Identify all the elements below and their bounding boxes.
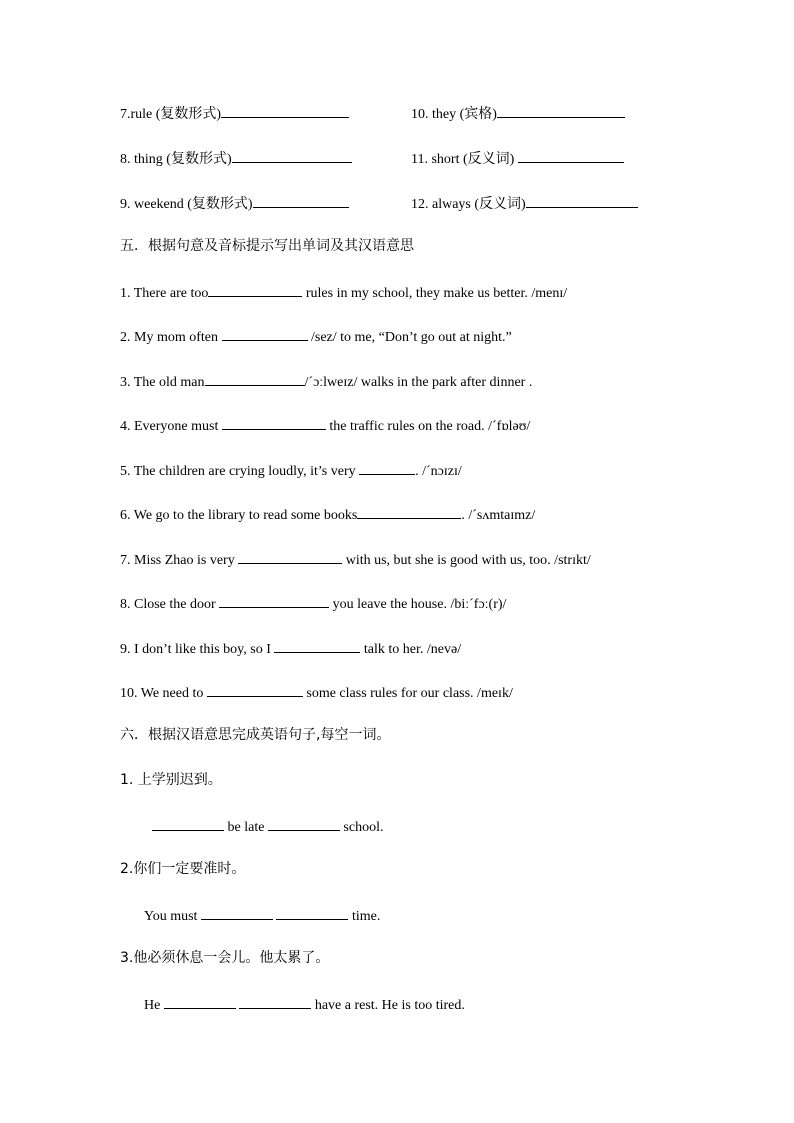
- sentence-item: 8. Close the door you leave the house. /biːˊfɔː(r)/: [120, 593, 506, 614]
- answer-blank[interactable]: [276, 905, 348, 920]
- answer-blank[interactable]: [359, 460, 415, 475]
- word-item: 7.rule (复数形式): [120, 103, 349, 124]
- answer-blank[interactable]: [239, 994, 311, 1009]
- sentence-item: 2. My mom often /sez/ to me, “Don’t go out at night.”: [120, 326, 512, 347]
- word-item: 10. they (宾格): [411, 103, 625, 124]
- answer-blank[interactable]: [268, 816, 340, 831]
- word-item: 8. thing (复数形式): [120, 148, 352, 169]
- translation-answer-line: You must time.: [144, 905, 380, 926]
- sentence-item: 9. I don’t like this boy, so I talk to her. /nevə/: [120, 638, 461, 659]
- answer-blank[interactable]: [222, 326, 308, 341]
- answer-blank[interactable]: [253, 193, 349, 208]
- translation-prompt: 3.他必须休息一会儿。他太累了。: [120, 950, 330, 966]
- translation-prompt: 1. 上学别迟到。: [120, 772, 222, 788]
- answer-blank[interactable]: [518, 148, 624, 163]
- section-heading: 六．根据汉语意思完成英语句子,每空一词。: [120, 727, 391, 743]
- sentence-item: 5. The children are crying loudly, it’s very . /ˊnɔɪzɪ/: [120, 460, 462, 481]
- translation-prompt: 2.你们一定要准时。: [120, 861, 246, 877]
- word-item: 9. weekend (复数形式): [120, 193, 349, 214]
- answer-blank[interactable]: [208, 282, 302, 297]
- sentence-item: 7. Miss Zhao is very with us, but she is good with us, too. /strɪkt/: [120, 549, 591, 570]
- answer-blank[interactable]: [497, 103, 625, 118]
- answer-blank[interactable]: [205, 371, 305, 386]
- sentence-item: 6. We go to the library to read some books . /ˊsʌmtaɪmz/: [120, 504, 535, 525]
- sentence-item: 3. The old man /ˊɔːlweɪz/ walks in the park after dinner .: [120, 371, 532, 392]
- answer-blank[interactable]: [238, 549, 342, 564]
- answer-blank[interactable]: [274, 638, 360, 653]
- section-heading: 五．根据句意及音标提示写出单词及其汉语意思: [120, 238, 414, 254]
- word-item: 12. always (反义词): [411, 193, 638, 214]
- answer-blank[interactable]: [207, 682, 303, 697]
- word-item: 11. short (反义词): [411, 148, 624, 169]
- answer-blank[interactable]: [201, 905, 273, 920]
- answer-blank[interactable]: [152, 816, 224, 831]
- sentence-item: 1. There are too rules in my school, they make us better. /menɪ/: [120, 282, 567, 303]
- translation-answer-line: be late school.: [152, 816, 383, 837]
- translation-answer-line: He have a rest. He is too tired.: [144, 994, 465, 1015]
- answer-blank[interactable]: [222, 415, 326, 430]
- sentence-item: 10. We need to some class rules for our class. /meɪk/: [120, 682, 513, 703]
- answer-blank[interactable]: [164, 994, 236, 1009]
- answer-blank[interactable]: [357, 504, 461, 519]
- answer-blank[interactable]: [526, 193, 638, 208]
- sentence-item: 4. Everyone must the traffic rules on the road. /ˊfɒləʊ/: [120, 415, 530, 436]
- answer-blank[interactable]: [221, 103, 349, 118]
- answer-blank[interactable]: [232, 148, 352, 163]
- answer-blank[interactable]: [219, 593, 329, 608]
